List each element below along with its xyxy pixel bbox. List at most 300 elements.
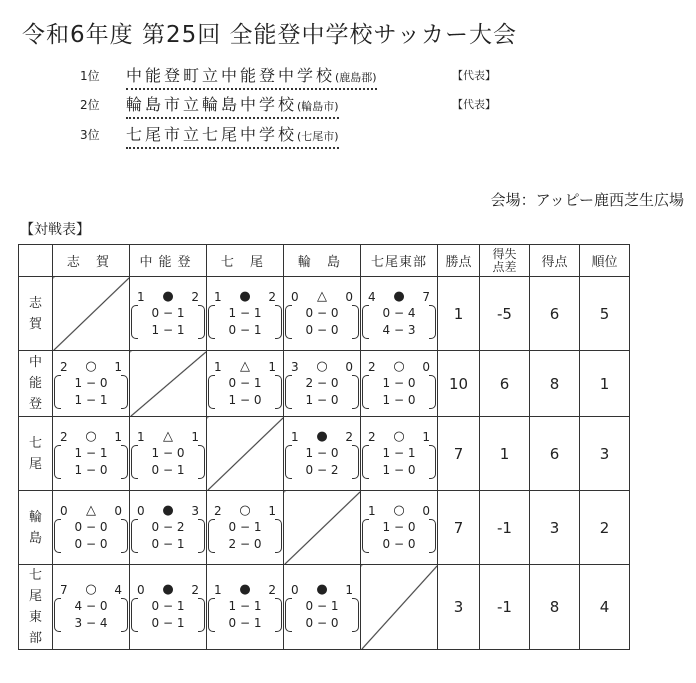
half-scores [362,305,436,339]
bracket-left [362,305,369,339]
points-cell: 7 [438,417,480,491]
bracket-right [352,445,359,479]
half-scores [131,598,205,632]
score-own: 7 [60,583,68,597]
bracket-left [131,445,138,479]
self-match-cell [207,417,284,491]
bracket-right [429,445,436,479]
self-match-cell [361,565,438,650]
halves [369,519,429,553]
half-scores [362,445,436,479]
result-mark: ● [316,428,328,444]
bracket-left [362,375,369,409]
match-result-cell [207,351,284,417]
bracket-left [208,598,215,632]
half-scores [131,445,205,479]
halves [215,598,275,632]
bracket-left [285,305,292,339]
rank-label: 2位 [80,98,100,112]
score-opp: 0 [345,359,353,374]
bracket-left [54,445,61,479]
row-team-text: 七尾東部 [28,568,42,646]
bracket-left [362,519,369,553]
bracket-right [275,375,282,409]
second-half-score: 0 − 1 [228,322,262,337]
match-result-cell [53,565,130,650]
halves [61,519,121,553]
goals-cell: 8 [530,565,580,650]
rank-tag: 【代表】 [452,98,496,111]
bracket-right [121,445,128,479]
match-result-cell [284,351,361,417]
score-own: 2 [214,503,222,518]
table-row [19,277,630,351]
second-half-score: 0 − 0 [305,322,339,337]
score-opp: 0 [422,503,430,518]
rank-team-pref: (輪島市) [297,100,339,113]
bracket-left [285,598,292,632]
match-score [54,582,128,598]
score-own: 4 [368,289,376,304]
score-own: 1 [214,359,222,374]
header-cell: 得点 [530,245,580,277]
bracket-left [54,519,61,553]
header-cell: 七尾東部 [361,245,438,277]
first-half-score: 2 − 0 [305,375,339,390]
goals-cell: 6 [530,277,580,351]
rank-team-school: 七尾市立七尾中学校 [126,125,298,144]
place-cell: 1 [580,351,630,417]
row-team-text: 志賀 [28,295,42,332]
score-own: 2 [60,359,68,374]
score-own: 1 [368,503,376,518]
score-opp: 1 [114,429,122,444]
goal-diff-cell: 1 [480,417,530,491]
score-own: 2 [60,429,68,444]
bracket-left [54,598,61,632]
second-half-score: 2 − 0 [228,536,262,551]
score-opp: 0 [422,359,430,374]
result-mark: ○ [393,502,405,518]
score-own: 2 [368,429,376,444]
result-mark: ● [239,288,251,304]
bracket-right [352,305,359,339]
goals-cell: 8 [530,351,580,417]
score-opp: 1 [114,359,122,374]
bracket-right [275,519,282,553]
match-result-cell [53,351,130,417]
half-scores [208,305,282,339]
second-half-score: 0 − 1 [151,462,185,477]
score-opp: 0 [345,289,353,304]
match-score [362,359,436,375]
match-score [285,429,359,445]
score-own: 1 [214,583,222,597]
match-result [285,359,359,409]
bracket-right [352,375,359,409]
bracket-right [121,519,128,553]
score-own: 0 [291,583,299,597]
bracket-left [131,305,138,339]
first-half-score: 1 − 0 [305,445,339,460]
rank-label: 3位 [80,128,100,142]
place-cell: 4 [580,565,630,650]
result-mark: ● [162,288,174,304]
bracket-left [54,375,61,409]
bracket-left [208,375,215,409]
match-result-cell [361,417,438,491]
half-scores [285,445,359,479]
bracket-right [275,598,282,632]
halves [292,445,352,479]
halves [138,519,198,553]
match-result [208,359,282,409]
row-team-name [19,565,53,650]
place-cell: 5 [580,277,630,351]
match-result [54,429,128,479]
second-half-score: 1 − 1 [74,392,108,407]
match-result-cell [130,277,207,351]
score-own: 0 [60,503,68,518]
place-cell: 3 [580,417,630,491]
bracket-left [131,598,138,632]
score-opp: 2 [268,583,276,597]
score-opp: 2 [345,429,353,444]
result-mark: △ [317,288,327,304]
self-match-cell [284,491,361,565]
half-scores [362,375,436,409]
first-half-score: 0 − 1 [305,599,339,613]
half-scores [285,375,359,409]
second-half-score: 1 − 0 [382,392,416,407]
score-opp: 1 [268,503,276,518]
score-own: 1 [214,289,222,304]
match-result-cell [284,417,361,491]
table-row [19,351,630,417]
score-opp: 2 [191,289,199,304]
row-team-text: 中能登 [28,355,42,412]
rank-team-name [126,122,339,149]
bracket-right [352,598,359,632]
score-own: 0 [291,289,299,304]
second-half-score: 0 − 0 [305,616,339,630]
row-team-text: 七尾 [28,435,42,472]
half-scores [131,305,205,339]
match-score [54,359,128,375]
match-result-cell [207,565,284,650]
half-scores [54,375,128,409]
first-half-score: 1 − 1 [228,305,262,320]
match-result-cell [361,491,438,565]
match-result-cell [284,565,361,650]
bracket-left [131,519,138,553]
match-result-cell [207,491,284,565]
score-opp: 2 [268,289,276,304]
halves [138,305,198,339]
page-title: 令和6年度 第25回 全能登中学校サッカー大会 [22,22,518,48]
second-half-score: 3 − 4 [74,616,108,630]
match-result [131,503,205,553]
score-opp: 1 [191,429,199,444]
second-half-score: 1 − 0 [228,392,262,407]
match-result [54,582,128,632]
half-scores [54,519,128,553]
halves [215,375,275,409]
result-mark: ● [316,582,328,597]
second-half-score: 0 − 1 [151,536,185,551]
rank-team-pref: (鹿島郡) [335,71,377,84]
match-score [208,582,282,598]
rank-team-name [126,92,339,119]
score-own: 1 [291,429,299,444]
bracket-right [121,598,128,632]
match-result [208,289,282,339]
table-row [19,491,630,565]
first-half-score: 4 − 0 [74,599,108,613]
result-mark: ● [162,582,174,597]
header-cell [480,245,530,277]
table-row [19,417,630,491]
match-result-cell [130,417,207,491]
halves [138,598,198,632]
halves [369,305,429,339]
first-half-score: 0 − 1 [151,599,185,613]
second-half-score: 0 − 1 [151,616,185,630]
bracket-right [198,445,205,479]
score-opp: 4 [114,583,122,597]
header-cell: 勝点 [438,245,480,277]
goal-diff-cell: -1 [480,565,530,650]
header-cell: 中能登 [130,245,207,277]
header-cell: 七 尾 [207,245,284,277]
halves [369,445,429,479]
goal-diff-cell: -5 [480,277,530,351]
match-result [362,359,436,409]
bracket-left [362,445,369,479]
table-label: 【対戦表】 [20,222,90,238]
row-team-name [19,491,53,565]
self-match-cell [130,351,207,417]
half-scores [54,445,128,479]
match-result [131,582,205,632]
match-score [54,503,128,519]
header-row [19,245,630,277]
second-half-score: 0 − 0 [382,536,416,551]
half-scores [208,598,282,632]
score-own: 2 [368,359,376,374]
score-own: 1 [137,429,145,444]
match-score [131,503,205,519]
match-score [208,503,282,519]
points-cell: 3 [438,565,480,650]
rank-team-school: 中能登町立中能登中学校 [126,66,336,85]
result-mark: ● [239,582,251,597]
bracket-left [208,305,215,339]
header-cell: 輪 島 [284,245,361,277]
match-score [54,429,128,445]
result-mark: ○ [85,582,97,597]
goal-diff-cell: -1 [480,491,530,565]
result-mark: ○ [316,358,328,374]
match-score [362,503,436,519]
half-scores [362,519,436,553]
halves [292,598,352,632]
match-score [285,289,359,305]
match-result [54,359,128,409]
match-result [285,582,359,632]
half-scores [131,519,205,553]
match-result [208,582,282,632]
match-result-cell [361,351,438,417]
result-mark: ○ [393,428,405,444]
second-half-score: 1 − 1 [151,322,185,337]
result-mark: △ [240,358,250,374]
first-half-score: 1 − 0 [151,445,185,460]
result-mark: ○ [393,358,405,374]
first-half-score: 1 − 1 [74,445,108,460]
match-score [285,359,359,375]
match-score [131,582,205,598]
goals-cell: 3 [530,491,580,565]
bracket-right [198,305,205,339]
points-cell: 7 [438,491,480,565]
bracket-right [429,375,436,409]
halves [61,445,121,479]
score-own: 1 [137,289,145,304]
result-mark: ○ [239,502,251,518]
score-opp: 1 [345,583,353,597]
second-half-score: 0 − 1 [228,616,262,630]
bracket-right [198,519,205,553]
match-score [131,289,205,305]
second-half-score: 1 − 0 [74,462,108,477]
match-result [131,429,205,479]
place-cell: 2 [580,491,630,565]
match-score [208,289,282,305]
points-cell: 10 [438,351,480,417]
first-half-score: 1 − 0 [382,519,416,534]
row-team-name [19,351,53,417]
bracket-right [121,375,128,409]
match-result [285,429,359,479]
score-opp: 0 [114,503,122,518]
match-table [18,244,630,650]
result-mark: ○ [85,358,97,374]
goal-diff-cell: 6 [480,351,530,417]
first-half-score: 0 − 1 [151,305,185,320]
first-half-score: 0 − 0 [74,519,108,534]
score-opp: 7 [422,289,430,304]
header-cell-text: 得失点差 [492,246,517,274]
table-row [19,565,630,650]
match-result-cell [361,277,438,351]
match-result [362,289,436,339]
halves [292,305,352,339]
row-team-name [19,417,53,491]
result-mark: ● [393,288,405,304]
bracket-right [198,598,205,632]
half-scores [208,375,282,409]
halves [61,375,121,409]
result-mark: △ [163,428,173,444]
match-score [131,429,205,445]
result-mark: ○ [85,428,97,444]
first-half-score: 1 − 0 [382,375,416,390]
bracket-right [275,305,282,339]
half-scores [285,598,359,632]
score-opp: 2 [191,583,199,597]
match-result-cell [207,277,284,351]
halves [215,305,275,339]
venue-label: 会場：アッピー鹿西芝生広場 [490,191,684,209]
rank-tag: 【代表】 [452,69,496,82]
halves [369,375,429,409]
score-own: 0 [137,583,145,597]
corner-cell [19,245,53,277]
first-half-score: 0 − 4 [382,305,416,320]
rank-team-school: 輪島市立輪島中学校 [126,95,298,114]
match-result [208,503,282,553]
rank-team-pref: (七尾市) [297,130,339,143]
score-opp: 3 [191,503,199,518]
row-team-text: 輪島 [28,509,42,546]
header-cell: 順位 [580,245,630,277]
points-cell: 1 [438,277,480,351]
bracket-right [429,519,436,553]
match-result-cell [53,491,130,565]
halves [138,445,198,479]
second-half-score: 0 − 2 [305,462,339,477]
half-scores [285,305,359,339]
bracket-left [208,519,215,553]
match-result [54,503,128,553]
match-result-cell [130,565,207,650]
match-result-cell [130,491,207,565]
halves [292,375,352,409]
goals-cell: 6 [530,417,580,491]
bracket-left [285,375,292,409]
second-half-score: 1 − 0 [305,392,339,407]
first-half-score: 0 − 1 [228,519,262,534]
row-team-name [19,277,53,351]
rank-team-name [126,63,377,90]
header-cell: 志 賀 [53,245,130,277]
result-mark: ● [162,502,174,518]
match-result [362,503,436,553]
half-scores [208,519,282,553]
match-result [285,289,359,339]
match-score [208,359,282,375]
first-half-score: 1 − 1 [228,599,262,613]
match-result-cell [284,277,361,351]
rank-label: 1位 [80,69,100,83]
second-half-score: 1 − 0 [382,462,416,477]
score-own: 3 [291,359,299,374]
bracket-right [429,305,436,339]
match-result [362,429,436,479]
first-half-score: 0 − 0 [305,305,339,320]
bracket-left [285,445,292,479]
match-score [362,429,436,445]
halves [61,598,121,632]
first-half-score: 1 − 0 [74,375,108,390]
second-half-score: 0 − 0 [74,536,108,551]
score-opp: 1 [422,429,430,444]
match-result-cell [53,417,130,491]
self-match-cell [53,277,130,351]
second-half-score: 4 − 3 [382,322,416,337]
result-mark: △ [86,502,96,518]
